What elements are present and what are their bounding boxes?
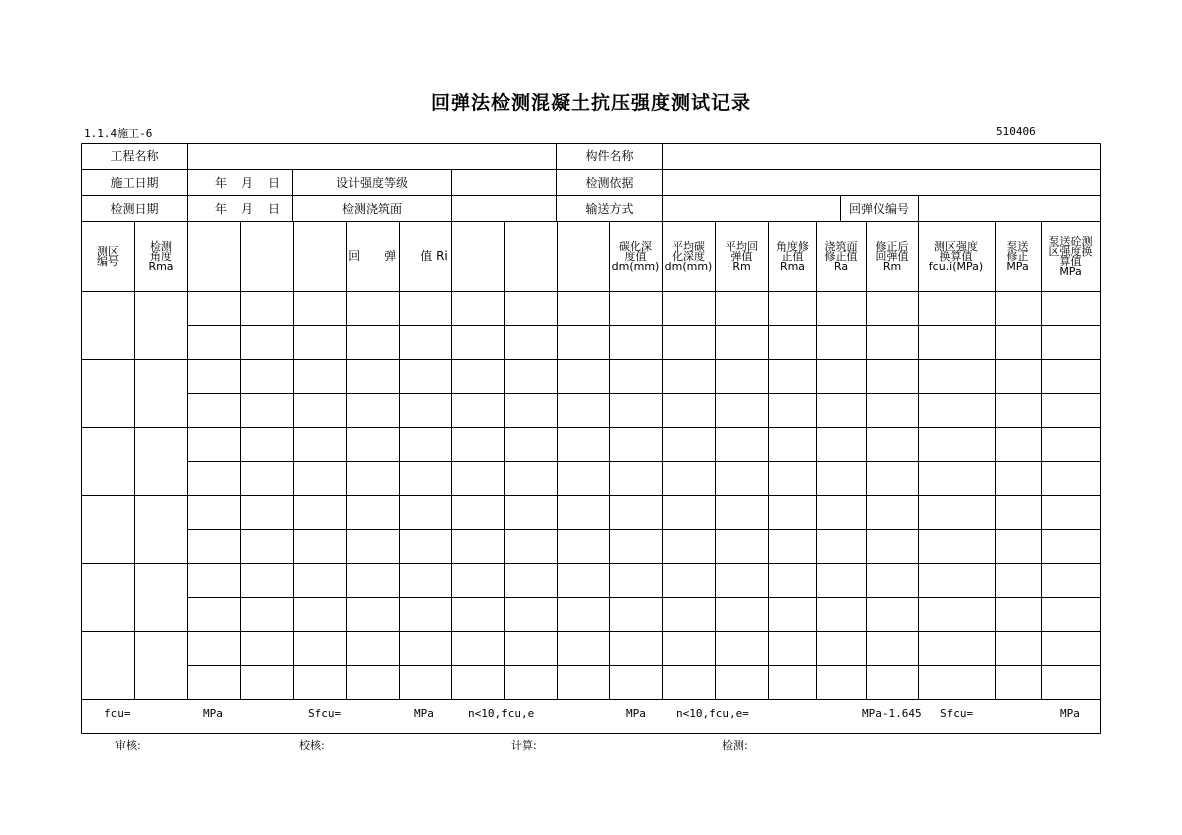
project-name-label: 工程名称 — [110, 149, 159, 163]
footer-mpa-1: MPa — [203, 707, 223, 720]
member-name-label: 构件名称 — [585, 149, 634, 163]
test-angle-header: 检测 角度 Rma — [148, 239, 174, 273]
footer-mpa-5: MPa — [1060, 707, 1080, 720]
pump-zone-strength-header: 泵送砼测 区强度换 算值 MPa — [1048, 234, 1093, 278]
construction-date-month: 月 — [240, 175, 253, 190]
corrected-rebound-header: 修正后 回弹值 Rm — [875, 239, 909, 273]
test-date-day: 日 — [267, 201, 280, 216]
test-basis-label: 检测依据 — [585, 175, 634, 190]
pour-face-input[interactable] — [453, 198, 555, 220]
avg-rebound-header: 平均回 弹值 Rm — [725, 239, 758, 273]
test-date-label: 检测日期 — [110, 201, 159, 216]
test-date-month: 月 — [240, 201, 253, 216]
construction-date-year: 年 — [214, 175, 227, 190]
transport-method-label: 输送方式 — [585, 201, 634, 216]
check-signature-label: 校核: — [299, 739, 325, 752]
design-grade-input[interactable] — [453, 172, 555, 194]
form-number: 510406 — [996, 125, 1036, 138]
angle-correction-header: 角度修 正值 Rma — [776, 239, 809, 273]
footer-condition-1: n<10,fcu,e — [468, 707, 535, 720]
page-title: 回弹法检测混凝土抗压强度测试记录 — [430, 92, 751, 114]
review-signature-label: 审核: — [115, 739, 141, 752]
design-grade-label: 设计强度等级 — [335, 175, 408, 190]
zone-strength-header: 测区强度 换算值 fcu.i(MPa) — [928, 239, 984, 273]
footer-mpa-2: MPa — [414, 707, 434, 720]
footer-sfcu-label-2: Sfcu= — [940, 707, 974, 720]
rebound-instrument-label: 回弹仪编号 — [848, 201, 909, 216]
construction-date-day: 日 — [267, 175, 280, 190]
pour-face-correction-header: 浇筑面 修正值 Ra — [824, 239, 858, 273]
footer-mpa-3: MPa — [626, 707, 646, 720]
avg-carbonation-header: 平均碳 化深度 dm(mm) — [664, 239, 713, 273]
zone-number-header: 测区 编号 — [97, 244, 119, 268]
pour-face-label: 检测浇筑面 — [341, 201, 402, 216]
footer-sfcu-label: Sfcu= — [308, 707, 342, 720]
member-name-input[interactable] — [664, 146, 1099, 168]
test-signature-label: 检测: — [722, 739, 748, 752]
footer-condition-2: n<10,fcu,e= — [676, 707, 749, 720]
rebound-instrument-input[interactable] — [919, 198, 1099, 220]
rebound-values-header: 回 弹 值 Ri — [348, 249, 448, 263]
transport-method-input[interactable] — [664, 198, 839, 220]
test-date-year: 年 — [214, 201, 227, 216]
footer-fcu-label: fcu= — [104, 707, 131, 720]
carbonation-depth-header: 碳化深 度值 dm(mm) — [611, 239, 660, 273]
construction-date-label: 施工日期 — [110, 175, 159, 190]
project-name-input[interactable] — [189, 146, 555, 168]
form-code: 1.1.4施工-6 — [84, 127, 153, 140]
pump-correction-header: 泵送 修正 MPa — [1006, 239, 1029, 273]
test-basis-input[interactable] — [664, 172, 1099, 194]
footer-mpa-4: MPa-1.645 — [862, 707, 922, 720]
calc-signature-label: 计算: — [511, 739, 537, 752]
